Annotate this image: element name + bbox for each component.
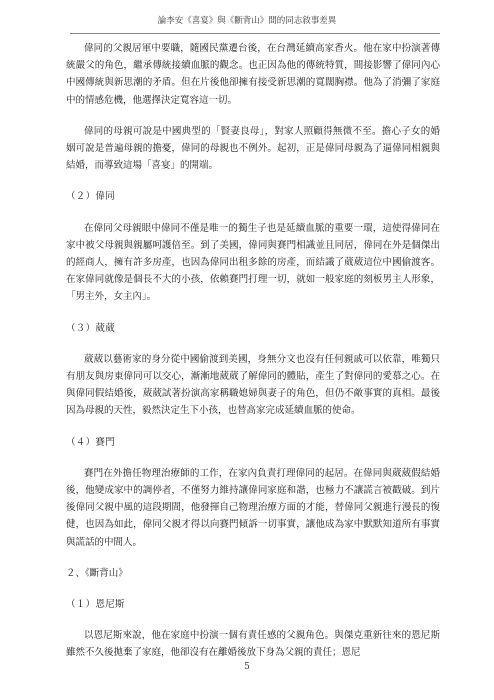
section-heading-ennis: （１）恩尼斯 — [66, 599, 125, 611]
section-heading-simon: （４）賽門 — [66, 436, 116, 448]
section-heading-weiwei: （３）葳葳 — [66, 322, 116, 334]
header-divider — [70, 33, 440, 34]
page-number: 5 — [244, 662, 250, 672]
chapter-heading-brokeback: ２、《斷背山》 — [66, 567, 128, 579]
paragraph-weiwei: 葳葳以藝術家的身分從中國偷渡到美國，身無分文也沒有任何親戚可以依靠，唯獨只有朋友與房東偉同可以交心，漸漸地葳葳了解偉同的體貼，產生了對偉同的愛慕之心。在與偉同假結婚後，葳葳試著扮演高家稱職媳婦與妻子的角色，但仍不敵事實的真相。最後因為母親的天性，毅然決定生下小孩，也替高家完成延續血脈的使命。 — [66, 353, 440, 417]
section-heading-weitung: （２）偉同 — [66, 191, 116, 203]
paragraph-father: 偉同的父親居軍中要職，隨國民黨遷台後，在台灣延續高家香火。他在家中扮演著傳統嚴父的角色，繼承傳統接續血脈的觀念。也正因為他的傳統特質，間接影響了偉同內心中國傳統與新思潮的矛盾。但在片後他卻擁有接受新思潮的寬闊胸襟。他為了消彌了家庭中的情感危機，他選擇決定寬容這一切。 — [66, 43, 440, 106]
paragraph-ennis: 以恩尼斯來說，他在家庭中扮演一個有責任感的父親角色。與傑克重新往來的恩尼斯雖然不久後拋棄了家庭，他卻沒有在離婚後放下身為父親的責任；恩尼 — [66, 630, 440, 659]
paragraph-simon: 賽門在外擔任物理治療師的工作，在家內負責打理偉同的起居。在偉同與葳葳假結婚後，他變成家中的調停者，不僅努力維持讓偉同家庭和諧，也極力不讓謊言被戳破。到片後偉同父親中風的這段期間，他發揮自己物理治療方面的才能，替偉同父親進行漫長的復健，也因為如此，偉同父親才得以向賽門傾訴一切事實，讓他成為家中默默知道所有事實與謊話的中間人。 — [66, 467, 440, 548]
running-header: 論李安《喜宴》與《斷背山》間的同志敘事差異 — [157, 16, 337, 26]
paragraph-weitung: 在偉同父母親眼中偉同不僅是唯一的獨生子也是延續血脈的重要一環，這使得偉同在家中被父母親與親屬呵護倍至。到了美國，偉同與賽門相識並且同居，偉同在外是個傑出的經商人，擁有許多房產，也因為偉同出租多餘的房產，而結識了葳葳這位中國偷渡客。在家偉同就像是個長不大的小孩，依賴賽門打理一切，就如一般家庭的刻板男主人形象，「男主外，女主內」。 — [66, 222, 440, 303]
paragraph-mother: 偉同的母親可說是中國典型的「賢妻良母」，對家人照顧得無微不至。擔心子女的婚姻可說是普遍母親的擔憂，偉同的母親也不例外。起初，正是偉同母親為了逼偉同相親與結婚，而導致這場「喜宴」的開端。 — [66, 125, 440, 172]
document-body — [66, 40, 440, 676]
